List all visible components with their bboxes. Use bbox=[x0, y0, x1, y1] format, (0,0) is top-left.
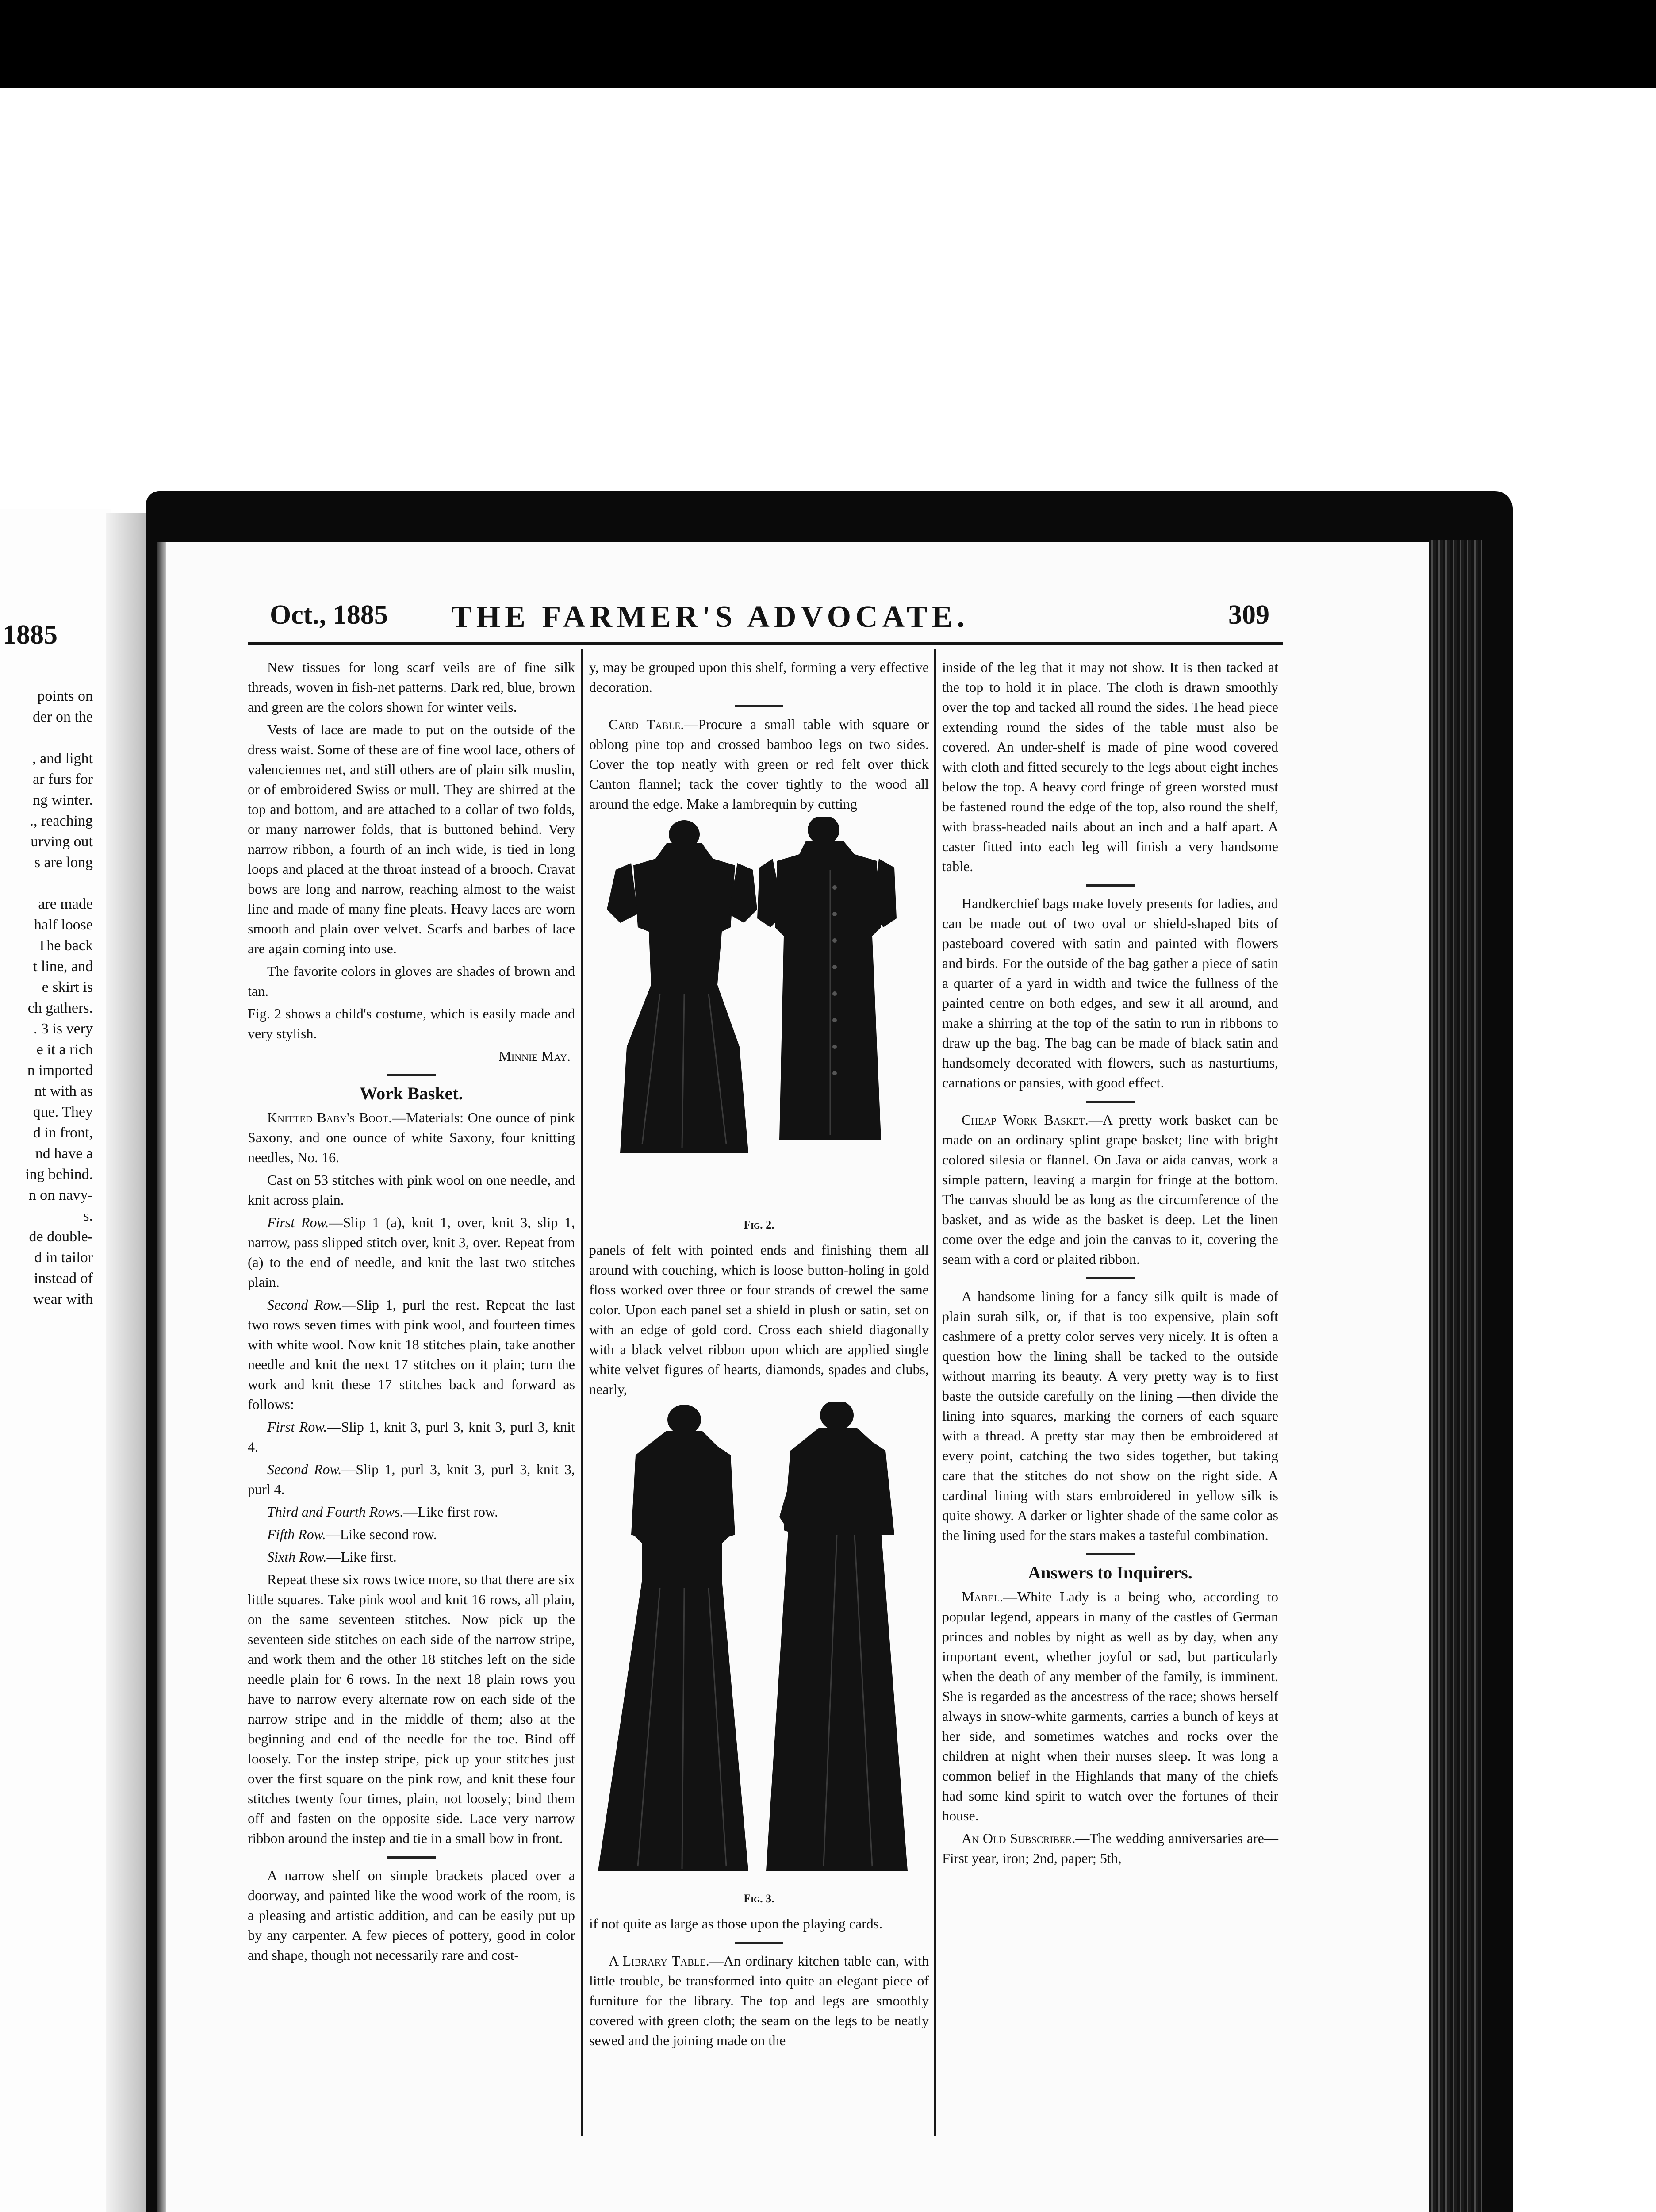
left-page-fragment: ., reaching bbox=[30, 813, 93, 829]
knitting-rows bbox=[248, 1213, 575, 1567]
knitting-row bbox=[248, 1213, 575, 1292]
left-page-fragment: , and light bbox=[32, 750, 93, 767]
paragraph-card-table-2: panels of felt with pointed ends and finishing them all around with couching, which is loose button-holing in gold floss worked over three or four strands of crewel the same color. Upon each panel set a shield in plush or satin, set on with an edge of gold cord. Cross each shield diagonally with a black velvet ribbon upon which are applied single white velvet figures of hearts, diamonds, spades and clubs, nearly, bbox=[589, 1242, 929, 1397]
left-page-fragment: d in tailor bbox=[34, 1249, 93, 1266]
knitting-row-text: —Slip 1, purl the rest. Repeat the last two rows seven times with pink wool, and fourteen times with white wool. Now knit 18 stitches plain, take another needle and knit the next 17 stitches on it plain; turn the work and knit these 17 stitches back and forward as follows: bbox=[248, 1297, 575, 1412]
left-page-fragment: s. bbox=[83, 1208, 93, 1224]
knitting-row-text: —Like first row. bbox=[403, 1504, 498, 1520]
figure-2-illustration bbox=[589, 817, 929, 1206]
author-signature: Minnie May. bbox=[498, 1048, 571, 1064]
knitting-row-label: First Row. bbox=[267, 1214, 329, 1230]
knitting-row-label: Sixth Row. bbox=[267, 1549, 327, 1565]
knitting-row-text: —Slip 1, purl 3, knit 3, purl 3, knit 3, purl 4. bbox=[248, 1461, 575, 1497]
column-1 bbox=[248, 657, 575, 1968]
page-number: 309 bbox=[1228, 600, 1269, 630]
section-heading-answers: Answers to Inquirers. bbox=[1028, 1563, 1192, 1582]
paragraph-boot-cast: Cast on 53 stitches with pink wool on one needle, and knit across plain. bbox=[248, 1172, 575, 1208]
left-page-year: 1885 bbox=[3, 620, 58, 650]
left-page-fragment: . 3 is very bbox=[33, 1021, 93, 1037]
left-page-fragment: n imported bbox=[27, 1062, 93, 1079]
paragraph-library-continuation: inside of the leg that it may not show. It is then tacked at the top to hold it in place. The cloth is drawn smoothly over the top and tacked all round the sides. The head piece extending round the sides of the table must also be covered. An under-shelf is made of pine wood covered with cloth and fitted securely to the legs about eight inches below the top. A heavy cord fringe of green worsted must be fastened round the edge of the top, also round the shelf, with brass-headed nails about an inch and a half apart. A caster fitted into each leg will finish a very handsome table. bbox=[942, 659, 1278, 874]
left-page-fragment: der on the bbox=[33, 709, 93, 725]
mabel-text: —White Lady is a being who, according to popular legend, appears in many of the castles of German princes and nobles by night as well as by day, when any important event, whether joyful or sad, but particularly when the death of any member of the family, is imminent. She is regarded as the ancestress of the race; shows herself always in snow-white garments, carries a bunch of keys at her side, and sometimes watches and rocks over the children at night when their nurses sleep. It was long a common belief in the Highlands that many of the chiefs had some kind spirit to watch over the fortunes of their house. bbox=[942, 1589, 1278, 1824]
boot-lead: Knitted Baby's Boot. bbox=[267, 1110, 392, 1125]
knitting-row-label: First Row. bbox=[267, 1419, 327, 1435]
knitting-row bbox=[248, 1417, 575, 1457]
knitting-row bbox=[248, 1459, 575, 1499]
knitting-row-text: —Like first. bbox=[326, 1549, 397, 1565]
knitting-row bbox=[248, 1547, 575, 1567]
page-shadow bbox=[157, 542, 166, 2212]
left-facing-page bbox=[0, 509, 111, 2212]
left-page-fragment: points on bbox=[37, 688, 93, 704]
card-table-lead: Card Table. bbox=[609, 716, 684, 732]
paragraph-gloves: The favorite colors in gloves are shades of brown and tan. bbox=[248, 963, 575, 999]
cheap-basket-lead: Cheap Work Basket. bbox=[962, 1112, 1089, 1128]
card-table-text: —Procure a small table with square or oblong pine top and crossed bamboo legs on two sides. Cover the top neatly with green or red felt over thick Canton flannel; tack the cover tightly to the wood all around the edge. Make a lambrequin by cutting bbox=[589, 716, 929, 812]
left-page-fragment: The back bbox=[37, 937, 93, 954]
section-heading-work-basket: Work Basket. bbox=[360, 1083, 463, 1103]
figure-2 bbox=[589, 817, 929, 1235]
paragraph-card-table-3: if not quite as large as those upon the playing cards. bbox=[589, 1916, 883, 1932]
paragraph-vests: Vests of lace are made to put on the outside of the dress waist. Some of these are of fine wool lace, others of valenciennes net, and still others are of plain silk muslin, or of embroidered Swiss or mull. They are shirred at the top and bottom, and are attached to a collar of two folds, or many narrower folds, that is buttoned behind. Very narrow ribbon, a fourth of an inch wide, is tied in long loops and placed at the throat instead of a brooch. Cravat bows are long and narrow, reaching almost to the waist line and made of many fine pleats. Heavy laces are worn smooth and plain over velvet. Scarfs and barbes of lace are again coming into use. bbox=[248, 722, 575, 956]
knitting-row-label: Third and Fourth Rows. bbox=[267, 1504, 404, 1520]
left-page-text-fragments bbox=[0, 686, 93, 1310]
left-page-fragment bbox=[0, 727, 93, 748]
column-rule-1 bbox=[581, 649, 583, 2136]
knitting-row-label: Second Row. bbox=[267, 1297, 342, 1313]
left-page-fragment: urving out bbox=[31, 833, 93, 850]
paragraph-quilt-lining: A handsome lining for a fancy silk quilt is made of plain surah silk, or, if that is too expensive, plain soft cashmere of a pretty color serves very nicely. It is often a question how the lining shall be tacked to the outside without marring its beauty. A very pretty way is to first baste the outside carefully on the lining —then divide the lining into squares, marking the corners of each square with a thread. A pretty star may then be embroidered at every point, catching the two sides together, but taking care that the stitches do not show on the right side. A cardinal lining with stars embroidered in yellow silk is quite showy. A darker or lighter shade of the same color as the lining used for the stars makes a tasteful combination. bbox=[942, 1288, 1278, 1543]
section-divider bbox=[1086, 884, 1135, 887]
figure-3-caption: Fig. 3. bbox=[744, 1892, 774, 1905]
knitting-row bbox=[248, 1502, 575, 1522]
knitting-row-text: —Slip 1 (a), knit 1, over, knit 3, slip 1, narrow, pass slipped stitch over, knit 3, over. Repeat from (a) to the end of needle, and knit the last two stitches plain. bbox=[248, 1214, 575, 1290]
section-divider bbox=[735, 1942, 783, 1944]
knitting-row-label: Second Row. bbox=[267, 1461, 342, 1477]
left-page-fragment bbox=[0, 873, 93, 894]
paragraph-shelf-continuation: y, may be grouped upon this shelf, forming a very effective decoration. bbox=[589, 659, 929, 695]
paragraph-boot-materials bbox=[248, 1108, 575, 1167]
figure-3-illustration bbox=[589, 1402, 929, 1880]
paragraph-mabel bbox=[942, 1587, 1278, 1826]
left-page-fragment: ing behind. bbox=[25, 1166, 93, 1183]
header-rule bbox=[248, 642, 1283, 645]
left-page-fragment: instead of bbox=[34, 1270, 93, 1286]
left-page-fragment: wear with bbox=[33, 1291, 93, 1307]
knitting-row bbox=[248, 1295, 575, 1414]
left-page-fragment: t line, and bbox=[33, 958, 93, 975]
knitting-row-label: Fifth Row. bbox=[267, 1526, 326, 1542]
left-page-fragment: n on navy- bbox=[28, 1187, 93, 1203]
page-edges bbox=[1429, 540, 1482, 2212]
subscriber-text: —The wedding anniversaries are—First year, iron; 2nd, paper; 5th, bbox=[942, 1830, 1278, 1866]
left-page-fragment: nd have a bbox=[35, 1145, 93, 1162]
scan-top-border bbox=[0, 0, 1656, 88]
left-page-fragment: are made bbox=[38, 896, 93, 912]
paragraph-cheap-work-basket bbox=[942, 1110, 1278, 1269]
section-divider bbox=[387, 1074, 436, 1076]
library-table-text: —An ordinary kitchen table can, with little trouble, be transformed into quite an elegant piece of furniture for the library. The top and legs are smoothly covered with green cloth; the seam on the legs to be neatly sewed and the joining made on the bbox=[589, 1953, 929, 2048]
paragraph-fig2: Fig. 2 shows a child's costume, which is easily made and very stylish. bbox=[248, 1006, 575, 1041]
issue-date: Oct., 1885 bbox=[270, 600, 388, 630]
left-page-fragment: ar furs for bbox=[33, 771, 93, 787]
paragraph-card-table bbox=[589, 714, 929, 814]
cheap-basket-text: —A pretty work basket can be made on an ordinary splint grape basket; line with bright colored silesia or flannel. On Java or aida canvas, work a simple pattern, leaving a margin for fringe at the bottom. The canvas should be as long as the circumference of the basket, and as wide as the basket is deep. Let the linen come over the edge and join the canvas to it, covering the seam with a cord or plaited ribbon. bbox=[942, 1112, 1279, 1267]
knitting-row-text: —Like second row. bbox=[326, 1526, 437, 1542]
section-divider bbox=[735, 705, 783, 707]
paragraph-boot-rest: Repeat these six rows twice more, so that there are six little squares. Take pink wool and knit 16 rows, all plain, on the same seventeen stitches. Now pick up the seventeen side stitches on each side of the narrow stripe, and work them and the other 18 stitches left on the side needle plain for 6 rows. In the next 18 plain rows you have to narrow every alternate row on each side of the narrow stripe and in the middle of them; also at the beginning and end of the needle for the toe. Bind off loosely. For the instep stripe, pick up your stitches just over the first square on the pink row, and knit these four stitches twenty four times, plain, not loosely; bind them off and fasten on the opposite side. Lace very narrow ribbon around the instep and tie in a small bow in front. bbox=[248, 1571, 575, 1846]
left-page-fragment: ch gathers. bbox=[27, 1000, 93, 1016]
newspaper-title: THE FARMER'S ADVOCATE. bbox=[451, 600, 969, 634]
section-divider bbox=[1086, 1101, 1135, 1103]
figure-3 bbox=[589, 1402, 929, 1909]
left-page-fragment: nt with as bbox=[34, 1083, 93, 1099]
knitting-row bbox=[248, 1525, 575, 1544]
left-page-fragment: half loose bbox=[34, 917, 93, 933]
left-page-fragment: e skirt is bbox=[42, 979, 93, 995]
left-page-fragment: que. They bbox=[33, 1104, 93, 1120]
subscriber-lead: An Old Subscriber. bbox=[962, 1830, 1076, 1846]
figure-2-caption: Fig. 2. bbox=[744, 1218, 774, 1231]
running-head bbox=[270, 599, 1269, 635]
paragraph-library-table bbox=[589, 1951, 929, 2051]
library-table-lead: A Library Table. bbox=[609, 1953, 709, 1969]
left-page-fragment: d in front, bbox=[33, 1125, 93, 1141]
paragraph-handkerchief-bags: Handkerchief bags make lovely presents for ladies, and can be made out of two oval or shield-shaped bits of pasteboard covered with satin and painted with flowers and birds. For the outside of the bag gather a piece of satin a quarter of a yard in width and twice the fullness of the painted centre on both edges, and sew it all around, and make a shirring at the top of the satin to run in ribbons to draw up the bag. The bag can be made of black satin and handsomely decorated with flowers, such as nasturtiums, carnations or pansies, with good effect. bbox=[942, 895, 1278, 1091]
section-divider bbox=[1086, 1553, 1135, 1555]
paragraph-old-subscriber bbox=[942, 1828, 1278, 1868]
column-2 bbox=[589, 657, 929, 2053]
section-divider bbox=[1086, 1277, 1135, 1279]
mabel-lead: Mabel. bbox=[962, 1589, 1003, 1605]
left-page-fragment: s are long bbox=[34, 854, 93, 871]
knitting-row-text: —Slip 1, knit 3, purl 3, knit 3, purl 3, knit 4. bbox=[248, 1419, 575, 1455]
boot-materials: —Materials: One ounce of pink Saxony, and one ounce of white Saxony, four knitting needles, No. 16. bbox=[248, 1110, 575, 1165]
left-page-fragment: de double- bbox=[29, 1229, 93, 1245]
paragraph-brackets: A narrow shelf on simple brackets placed over a doorway, and painted like the wood work of the room, is a pleasing and artistic addition, and can be easily put up by any carpenter. A few pieces of pottery, good in color and shape, though not necessarily rare and cost- bbox=[248, 1867, 575, 1963]
left-page-fragment: e it a rich bbox=[36, 1041, 93, 1058]
column-rule-2 bbox=[934, 649, 936, 2136]
left-page-fragment: ng winter. bbox=[33, 792, 93, 808]
column-3 bbox=[942, 657, 1278, 1871]
section-divider bbox=[387, 1856, 436, 1859]
paragraph-veils: New tissues for long scarf veils are of fine silk threads, woven in fish-net patterns. Dark red, blue, brown and green are the colors shown for winter veils. bbox=[248, 659, 575, 715]
